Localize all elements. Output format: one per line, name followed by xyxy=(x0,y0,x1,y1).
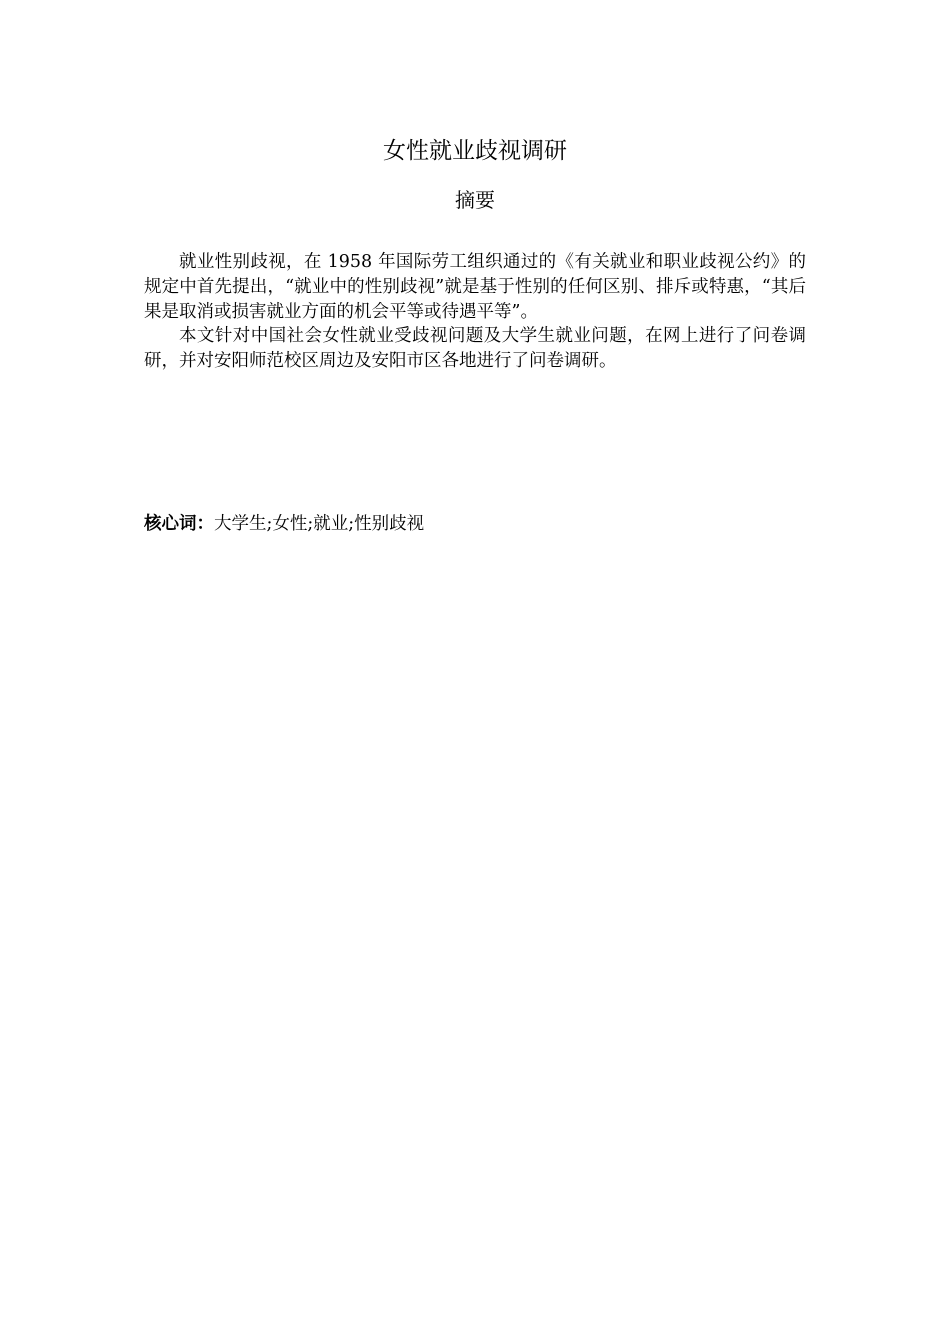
abstract-paragraph-2: 本文针对中国社会女性就业受歧视问题及大学生就业问题，在网上进行了问卷调研，并对安阳师范校区周边及安阳市区各地进行了问卷调研。 xyxy=(144,326,806,371)
keywords-value: 大学生;女性;就业;性别歧视 xyxy=(214,514,425,534)
keywords-line xyxy=(144,512,806,537)
abstract-paragraph-1: 就业性别歧视，在 1958 年国际劳工组织通过的《有关就业和职业歧视公约》的规定中首先提出，“就业中的性别歧视”就是基于性别的任何区别、排斥或特惠，“其后果是取消或损害就业方面的机会平等或待遇平等”。 xyxy=(144,252,806,322)
keywords-label: 核心词： xyxy=(144,514,214,534)
document-title: 女性就业歧视调研 xyxy=(383,138,567,164)
abstract-heading: 摘要 xyxy=(455,188,495,212)
